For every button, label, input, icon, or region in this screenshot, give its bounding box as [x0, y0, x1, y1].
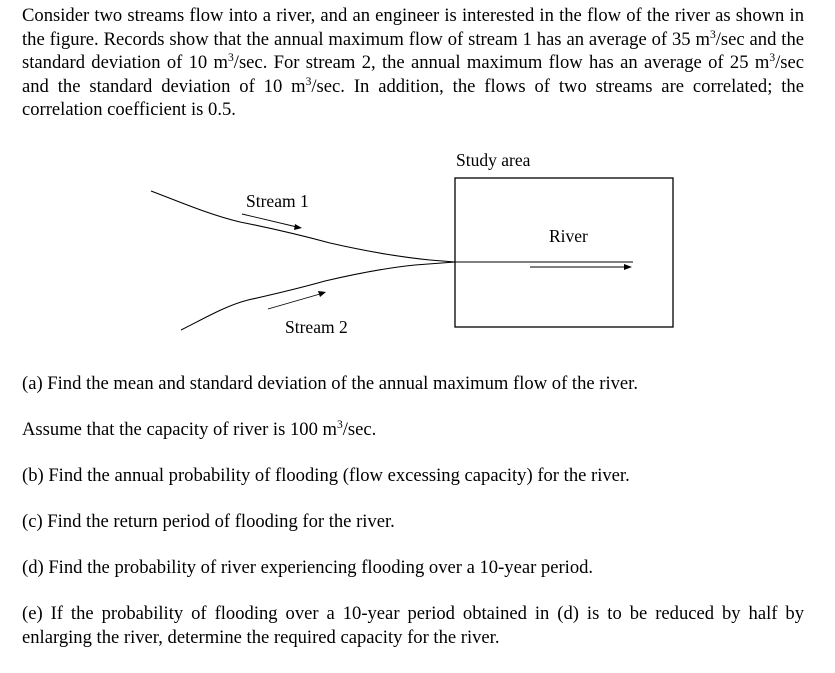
intro-text-2: /sec and the standard deviation of 10 m	[22, 28, 804, 74]
stream-2-arrowhead	[318, 291, 326, 297]
capacity-assumption	[22, 418, 812, 442]
river-arrowhead	[624, 264, 632, 270]
river-label: River	[549, 226, 588, 246]
question-d: (d) Find the probability of river experiencing flooding over a 10-year period.	[22, 557, 594, 578]
stream-2-arrow	[268, 294, 320, 309]
stream-2-label: Stream 2	[285, 317, 348, 337]
assumption-unit: /sec.	[342, 419, 377, 440]
question-c: (c) Find the return period of flooding for the river.	[22, 511, 395, 532]
intro-text-1: Consider two streams flow into a river, and an engineer is interested in the flow of the river as shown in the figure. Records show that the annual maximum flow of stream 1 has an average of 35 m	[22, 5, 804, 50]
intro-text-5: /sec. In addition, the flows of two streams are correlated; the correlation coefficient is 0.5.	[22, 75, 804, 121]
superscript-3: 3	[709, 28, 716, 41]
question-a: (a) Find the mean and standard deviation of the annual maximum flow of the river.	[22, 373, 638, 394]
study-area-box	[455, 178, 673, 327]
superscript-3: 3	[769, 52, 776, 64]
problem-statement	[22, 4, 804, 122]
study-area-label: Study area	[456, 150, 531, 170]
question-b: (b) Find the annual probability of flooding (flow excessing capacity) for the river.	[22, 465, 630, 486]
question-e: (e) If the probability of flooding over a 10-year period obtained in (d) is to be reduced by half by enlarging the river, determine the required capacity for the river.	[22, 603, 804, 648]
superscript-3: 3	[305, 75, 312, 88]
stream-1-arrowhead	[294, 224, 302, 230]
stream-1-arrow	[242, 214, 297, 227]
intro-text-4: /sec and the standard deviation of 10 m	[22, 52, 804, 97]
superscript-3: 3	[336, 418, 343, 431]
superscript-3: 3	[228, 52, 234, 64]
river-diagram	[0, 140, 835, 350]
assumption-text: Assume that the capacity of river is 100 m	[22, 419, 337, 440]
stream-1-label: Stream 1	[246, 191, 309, 211]
intro-text-3: /sec. For stream 2, the annual maximum flow has an average of 25 m	[233, 52, 770, 74]
